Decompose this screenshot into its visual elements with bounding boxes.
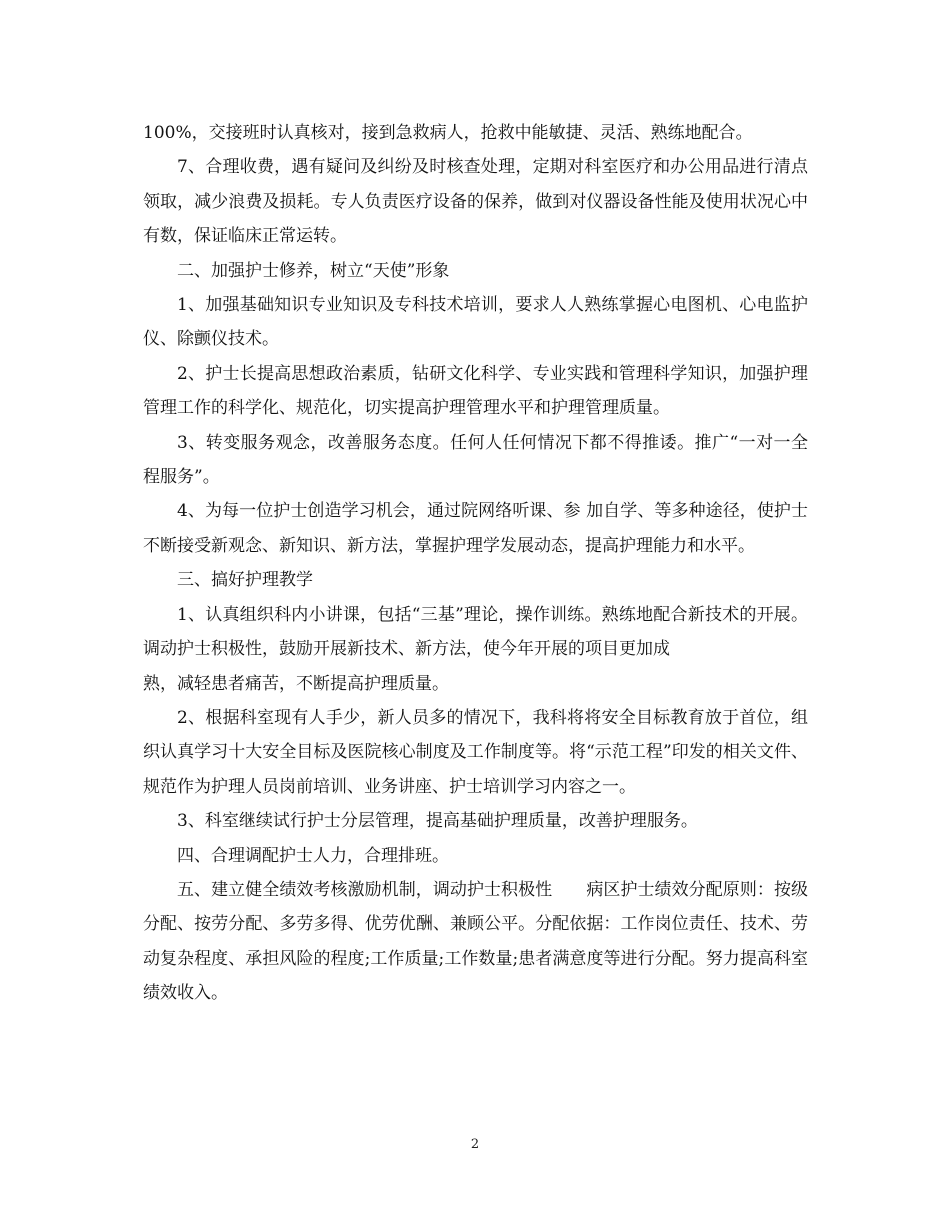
paragraph-9: 1、认真组织科内小讲课，包括“三基”理论，操作训练。熟练地配合新技术的开展。调动护士积极性，鼓励开展新技术、新方法，使今年开展的项目更加成 熟，减轻患者痛苦，不断提高护理质量。 xyxy=(143,604,808,694)
document-body xyxy=(143,116,808,1011)
section-heading-2: 二、加强护士修养，树立“天使”形象 xyxy=(177,260,450,281)
section-heading-3: 三、搞好护理教学 xyxy=(177,570,313,591)
paragraph-10: 2、根据科室现有人手少，新人员多的情况下，我科将将安全目标教育放于首位，组织认真学习十大安全目标及医院核心制度及工作制度等。将“示范工程”印发的相关文件、规范作为护理人员岗前培训、业务讲座、护士培训学习内容之一。 xyxy=(143,707,808,797)
paragraph-5: 2、护士长提高思想政治素质，钻研文化科学、专业实践和管理科学知识，加强护理管理工作的科学化、规范化，切实提高护理管理水平和护理管理质量。 xyxy=(143,363,808,419)
paragraph-2: 7、合理收费，遇有疑问及纠纷及时核查处理，定期对科室医疗和办公用品进行清点领取，减少浪费及损耗。专人负责医疗设备的保养，做到对仪器设备性能及使用状况心中有数，保证临床正常运转。 xyxy=(143,157,808,247)
section-heading-4: 四、合理调配护士人力，合理排班。 xyxy=(177,845,449,866)
paragraph-1: 100%，交接班时认真核对，接到急救病人，抢救中能敏捷、灵活、熟练地配合。 xyxy=(143,123,753,143)
paragraph-7: 4、为每一位护士创造学习机会，通过院网络听课、参 加自学、等多种途径，使护士不断接受新观念、新知识、新方法，掌握护理学发展动态，提高护理能力和水平。 xyxy=(143,501,808,556)
page-number: 2 xyxy=(470,1137,480,1152)
paragraph-11: 3、科室继续试行护士分层管理，提高基础护理质量，改善护理服务。 xyxy=(177,811,698,832)
paragraph-6: 3、转变服务观念，改善服务态度。任何人任何情况下都不得推诿。推广“一对一全程服务”。 xyxy=(143,432,808,488)
section-heading-5: 五、建立健全绩效考核激励机制，调动护士积极性 病区护士绩效分配原则：按级分配、按劳分配、多劳多得、优劳优酬、兼顾公平。分配依据：工作岗位责任、技术、劳动复杂程度、承担风险的程度;工作质量;工作数量;患者满意度等进行分配。努力提高科室绩效收入。 xyxy=(143,879,808,1004)
paragraph-4: 1、加强基础知识专业知识及专科技术培训，要求人人熟练掌握心电图机、心电监护仪、除颤仪技术。 xyxy=(143,295,808,350)
